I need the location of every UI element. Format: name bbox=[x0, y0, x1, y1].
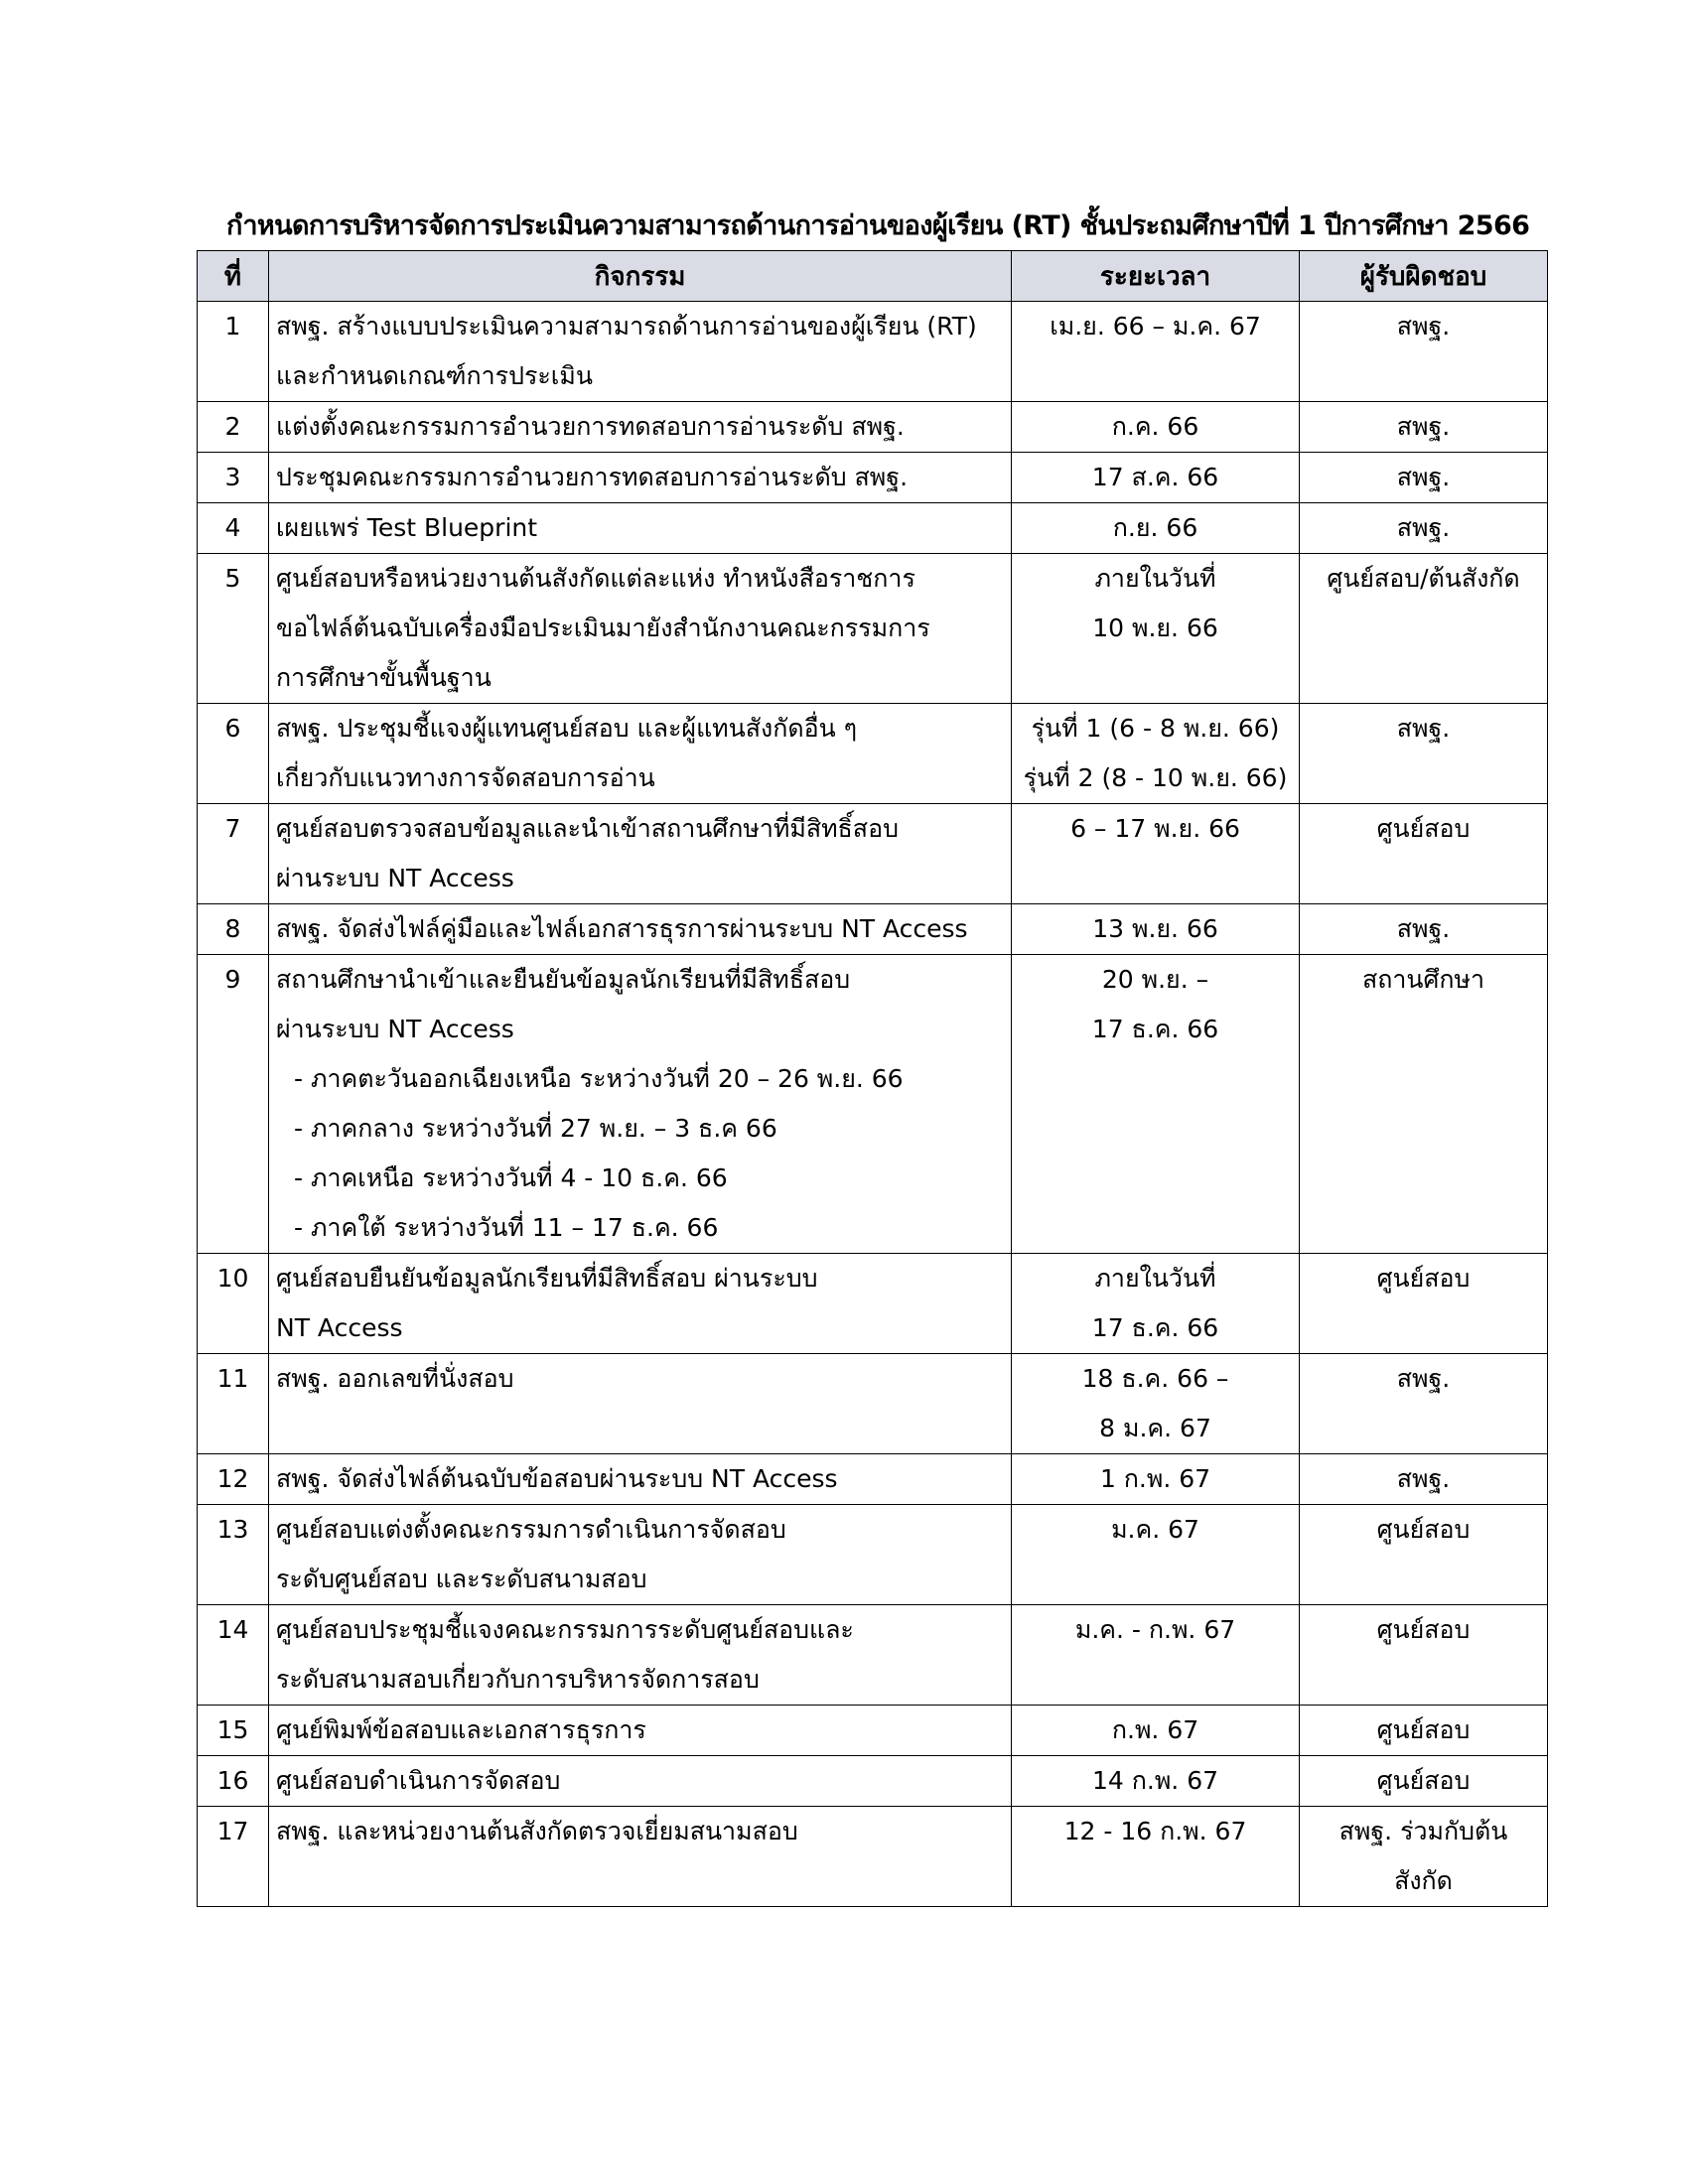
cell-line: ม.ค. 67 bbox=[1111, 1515, 1199, 1544]
cell-owner bbox=[1300, 453, 1548, 503]
cell-line: 20 พ.ย. – bbox=[1101, 965, 1209, 994]
cell-line: 17 ส.ค. 66 bbox=[1091, 463, 1219, 491]
cell-line: สพฐ. bbox=[1396, 513, 1451, 542]
cell-activity bbox=[269, 1807, 1012, 1907]
cell-period bbox=[1012, 1756, 1300, 1807]
cell-owner bbox=[1300, 1756, 1548, 1807]
cell-owner bbox=[1300, 1354, 1548, 1454]
cell-line: รุ่นที่ 1 (6 - 8 พ.ย. 66) bbox=[1031, 714, 1280, 743]
cell-no: 17 bbox=[198, 1807, 269, 1907]
cell-no: 12 bbox=[198, 1454, 269, 1505]
cell-line: ศูนย์สอบ/ต้นสังกัด bbox=[1327, 564, 1520, 593]
cell-line: ศูนย์สอบ bbox=[1376, 1264, 1471, 1293]
cell-no: 15 bbox=[198, 1706, 269, 1756]
table-row bbox=[198, 904, 1548, 955]
cell-line: 13 พ.ย. 66 bbox=[1092, 914, 1218, 943]
document-page bbox=[197, 206, 1547, 1907]
cell-period bbox=[1012, 1505, 1300, 1605]
cell-line: สพฐ. จัดส่งไฟล์ต้นฉบับข้อสอบผ่านระบบ NT Access bbox=[276, 1464, 838, 1493]
cell-owner bbox=[1300, 704, 1548, 804]
table-row bbox=[198, 804, 1548, 904]
activity-sub-item: - ภาคกลาง ระหว่างวันที่ 27 พ.ย. – 3 ธ.ค 66 bbox=[294, 1114, 777, 1143]
cell-line: 10 พ.ย. 66 bbox=[1092, 614, 1218, 642]
cell-activity bbox=[269, 804, 1012, 904]
cell-line: การศึกษาขั้นพื้นฐาน bbox=[276, 663, 492, 692]
table-row bbox=[198, 1807, 1548, 1907]
cell-line: แต่งตั้งคณะกรรมการอำนวยการทดสอบการอ่านระดับ สพฐ. bbox=[276, 412, 905, 441]
table-row bbox=[198, 554, 1548, 704]
cell-activity bbox=[269, 302, 1012, 402]
cell-line: สพฐ. และหน่วยงานต้นสังกัดตรวจเยี่ยมสนามสอบ bbox=[276, 1817, 798, 1845]
cell-activity bbox=[269, 1254, 1012, 1354]
cell-activity bbox=[269, 704, 1012, 804]
cell-line: สังกัด bbox=[1394, 1866, 1453, 1895]
cell-period bbox=[1012, 804, 1300, 904]
document-title: กำหนดการบริหารจัดการประเมินความสามารถด้านการอ่านของผู้เรียน (RT) ชั้นประถมศึกษาปีที่ 1 ปีการศึกษา 2566 bbox=[226, 210, 1530, 241]
cell-period bbox=[1012, 1454, 1300, 1505]
cell-no: 8 bbox=[198, 904, 269, 955]
cell-line: ม.ค. - ก.พ. 67 bbox=[1074, 1615, 1236, 1644]
cell-owner bbox=[1300, 554, 1548, 704]
cell-line: สถานศึกษา bbox=[1361, 965, 1485, 994]
cell-line: 6 – 17 พ.ย. 66 bbox=[1070, 814, 1240, 843]
table-row bbox=[198, 302, 1548, 402]
table-row bbox=[198, 704, 1548, 804]
cell-line: ก.พ. 67 bbox=[1111, 1715, 1199, 1744]
cell-activity bbox=[269, 1454, 1012, 1505]
header-period: ระยะเวลา bbox=[1012, 251, 1300, 302]
cell-owner bbox=[1300, 1605, 1548, 1706]
table-header-row bbox=[198, 251, 1548, 302]
cell-activity bbox=[269, 1706, 1012, 1756]
cell-owner bbox=[1300, 402, 1548, 453]
cell-no: 16 bbox=[198, 1756, 269, 1807]
cell-owner bbox=[1300, 302, 1548, 402]
cell-line: ศูนย์พิมพ์ข้อสอบและเอกสารธุรการ bbox=[276, 1715, 646, 1744]
cell-line: สพฐ. bbox=[1396, 1364, 1451, 1393]
cell-period bbox=[1012, 955, 1300, 1254]
cell-line: สพฐ. สร้างแบบประเมินความสามารถด้านการอ่านของผู้เรียน (RT) bbox=[276, 312, 977, 341]
cell-line: สพฐ. ประชุมชี้แจงผู้แทนศูนย์สอบ และผู้แทนสังกัดอื่น ๆ bbox=[276, 714, 858, 743]
cell-line: ศูนย์สอบ bbox=[1376, 814, 1471, 843]
cell-line: ศูนย์สอบแต่งตั้งคณะกรรมการดำเนินการจัดสอบ bbox=[276, 1515, 786, 1544]
cell-line: ก.ค. 66 bbox=[1111, 412, 1199, 441]
cell-line: เผยแพร่ Test Blueprint bbox=[276, 513, 538, 542]
cell-line: และกำหนดเกณฑ์การประเมิน bbox=[276, 361, 593, 390]
cell-line: ศูนย์สอบยืนยันข้อมูลนักเรียนที่มีสิทธิ์สอบ ผ่านระบบ bbox=[276, 1264, 818, 1293]
cell-line: ผ่านระบบ NT Access bbox=[276, 1015, 514, 1043]
cell-line: ระดับสนามสอบเกี่ยวกับการบริหารจัดการสอบ bbox=[276, 1665, 760, 1694]
header-no: ที่ bbox=[198, 251, 269, 302]
cell-line: ประชุมคณะกรรมการอำนวยการทดสอบการอ่านระดับ สพฐ. bbox=[276, 463, 909, 491]
cell-line: เกี่ยวกับแนวทางการจัดสอบการอ่าน bbox=[276, 763, 655, 792]
cell-line: ศูนย์สอบหรือหน่วยงานต้นสังกัดแต่ละแห่ง ทำหนังสือราชการ bbox=[276, 564, 915, 593]
cell-activity bbox=[269, 453, 1012, 503]
cell-line: 1 ก.พ. 67 bbox=[1099, 1464, 1211, 1493]
cell-line: ก.ย. 66 bbox=[1112, 513, 1198, 542]
cell-no: 9 bbox=[198, 955, 269, 1254]
cell-line: สถานศึกษานำเข้าและยืนยันข้อมูลนักเรียนที่มีสิทธิ์สอบ bbox=[276, 965, 851, 994]
cell-line: 14 ก.พ. 67 bbox=[1091, 1766, 1219, 1795]
cell-period bbox=[1012, 704, 1300, 804]
cell-line: ศูนย์สอบ bbox=[1376, 1766, 1471, 1795]
cell-period bbox=[1012, 554, 1300, 704]
cell-period bbox=[1012, 1605, 1300, 1706]
cell-line: สพฐ. bbox=[1396, 412, 1451, 441]
cell-line: ศูนย์สอบประชุมชี้แจงคณะกรรมการระดับศูนย์สอบและ bbox=[276, 1615, 854, 1644]
cell-owner bbox=[1300, 1505, 1548, 1605]
cell-line: สพฐ. bbox=[1396, 463, 1451, 491]
table-row bbox=[198, 1605, 1548, 1706]
cell-line: 17 ธ.ค. 66 bbox=[1091, 1313, 1219, 1342]
cell-line: 18 ธ.ค. 66 – bbox=[1081, 1364, 1229, 1393]
cell-owner bbox=[1300, 1454, 1548, 1505]
cell-line: ภายในวันที่ bbox=[1094, 1264, 1216, 1293]
cell-no: 13 bbox=[198, 1505, 269, 1605]
cell-no: 11 bbox=[198, 1354, 269, 1454]
header-owner: ผู้รับผิดชอบ bbox=[1300, 251, 1548, 302]
cell-line: เม.ย. 66 – ม.ค. 67 bbox=[1050, 312, 1261, 341]
cell-no: 1 bbox=[198, 302, 269, 402]
cell-line: ศูนย์สอบ bbox=[1376, 1515, 1471, 1544]
cell-no: 10 bbox=[198, 1254, 269, 1354]
cell-owner bbox=[1300, 1706, 1548, 1756]
table-row bbox=[198, 503, 1548, 554]
table-row bbox=[198, 402, 1548, 453]
cell-line: ศูนย์สอบดำเนินการจัดสอบ bbox=[276, 1766, 561, 1795]
cell-line: ศูนย์สอบ bbox=[1376, 1615, 1471, 1644]
table-row bbox=[198, 1354, 1548, 1454]
cell-owner bbox=[1300, 503, 1548, 554]
cell-period bbox=[1012, 1706, 1300, 1756]
table-row bbox=[198, 1454, 1548, 1505]
cell-activity bbox=[269, 1605, 1012, 1706]
cell-period bbox=[1012, 302, 1300, 402]
cell-no: 2 bbox=[198, 402, 269, 453]
table-row bbox=[198, 1756, 1548, 1807]
cell-no: 7 bbox=[198, 804, 269, 904]
cell-period bbox=[1012, 1807, 1300, 1907]
cell-line: 8 ม.ค. 67 bbox=[1099, 1414, 1211, 1442]
cell-period bbox=[1012, 503, 1300, 554]
cell-line: 12 - 16 ก.พ. 67 bbox=[1063, 1817, 1247, 1845]
cell-line: ภายในวันที่ bbox=[1094, 564, 1216, 593]
cell-period bbox=[1012, 1254, 1300, 1354]
table-row bbox=[198, 955, 1548, 1254]
cell-activity bbox=[269, 402, 1012, 453]
cell-no: 14 bbox=[198, 1605, 269, 1706]
cell-period bbox=[1012, 402, 1300, 453]
cell-activity bbox=[269, 503, 1012, 554]
cell-line: 17 ธ.ค. 66 bbox=[1091, 1015, 1219, 1043]
cell-owner bbox=[1300, 804, 1548, 904]
cell-line: รุ่นที่ 2 (8 - 10 พ.ย. 66) bbox=[1023, 763, 1288, 792]
activity-sub-item: - ภาคเหนือ ระหว่างวันที่ 4 - 10 ธ.ค. 66 bbox=[294, 1163, 728, 1192]
activity-sub-item: - ภาคใต้ ระหว่างวันที่ 11 – 17 ธ.ค. 66 bbox=[294, 1213, 719, 1242]
cell-owner bbox=[1300, 1254, 1548, 1354]
cell-activity bbox=[269, 554, 1012, 704]
cell-line: สพฐ. จัดส่งไฟล์คู่มือและไฟล์เอกสารธุรการผ่านระบบ NT Access bbox=[276, 914, 968, 943]
cell-line: ระดับศูนย์สอบ และระดับสนามสอบ bbox=[276, 1565, 647, 1593]
table-row bbox=[198, 1706, 1548, 1756]
cell-line: ผ่านระบบ NT Access bbox=[276, 864, 514, 892]
cell-no: 4 bbox=[198, 503, 269, 554]
cell-no: 6 bbox=[198, 704, 269, 804]
cell-line: ศูนย์สอบ bbox=[1376, 1715, 1471, 1744]
cell-activity bbox=[269, 1354, 1012, 1454]
cell-activity bbox=[269, 904, 1012, 955]
cell-line: สพฐ. bbox=[1396, 914, 1451, 943]
cell-line: สพฐ. bbox=[1396, 714, 1451, 743]
cell-line: ศูนย์สอบตรวจสอบข้อมูลและนำเข้าสถานศึกษาที่มีสิทธิ์สอบ bbox=[276, 814, 899, 843]
activity-sub-item: - ภาคตะวันออกเฉียงเหนือ ระหว่างวันที่ 20 – 26 พ.ย. 66 bbox=[294, 1064, 904, 1093]
cell-period bbox=[1012, 1354, 1300, 1454]
table-body bbox=[198, 302, 1548, 1907]
table-row bbox=[198, 1505, 1548, 1605]
cell-no: 3 bbox=[198, 453, 269, 503]
cell-owner bbox=[1300, 904, 1548, 955]
cell-activity bbox=[269, 1756, 1012, 1807]
cell-line: สพฐ. ออกเลขที่นั่งสอบ bbox=[276, 1364, 514, 1393]
cell-line: สพฐ. bbox=[1396, 1464, 1451, 1493]
cell-owner bbox=[1300, 955, 1548, 1254]
schedule-table bbox=[197, 250, 1548, 1907]
table-row bbox=[198, 1254, 1548, 1354]
cell-activity bbox=[269, 1505, 1012, 1605]
cell-owner bbox=[1300, 1807, 1548, 1907]
cell-line: สพฐ. bbox=[1396, 312, 1451, 341]
header-activity: กิจกรรม bbox=[269, 251, 1012, 302]
cell-no: 5 bbox=[198, 554, 269, 704]
cell-period bbox=[1012, 453, 1300, 503]
cell-line: ขอไฟล์ต้นฉบับเครื่องมือประเมินมายังสำนักงานคณะกรรมการ bbox=[276, 614, 930, 642]
cell-period bbox=[1012, 904, 1300, 955]
cell-line: NT Access bbox=[276, 1313, 403, 1342]
table-row bbox=[198, 453, 1548, 503]
cell-line: สพฐ. ร่วมกับต้น bbox=[1338, 1817, 1508, 1845]
cell-activity bbox=[269, 955, 1012, 1254]
